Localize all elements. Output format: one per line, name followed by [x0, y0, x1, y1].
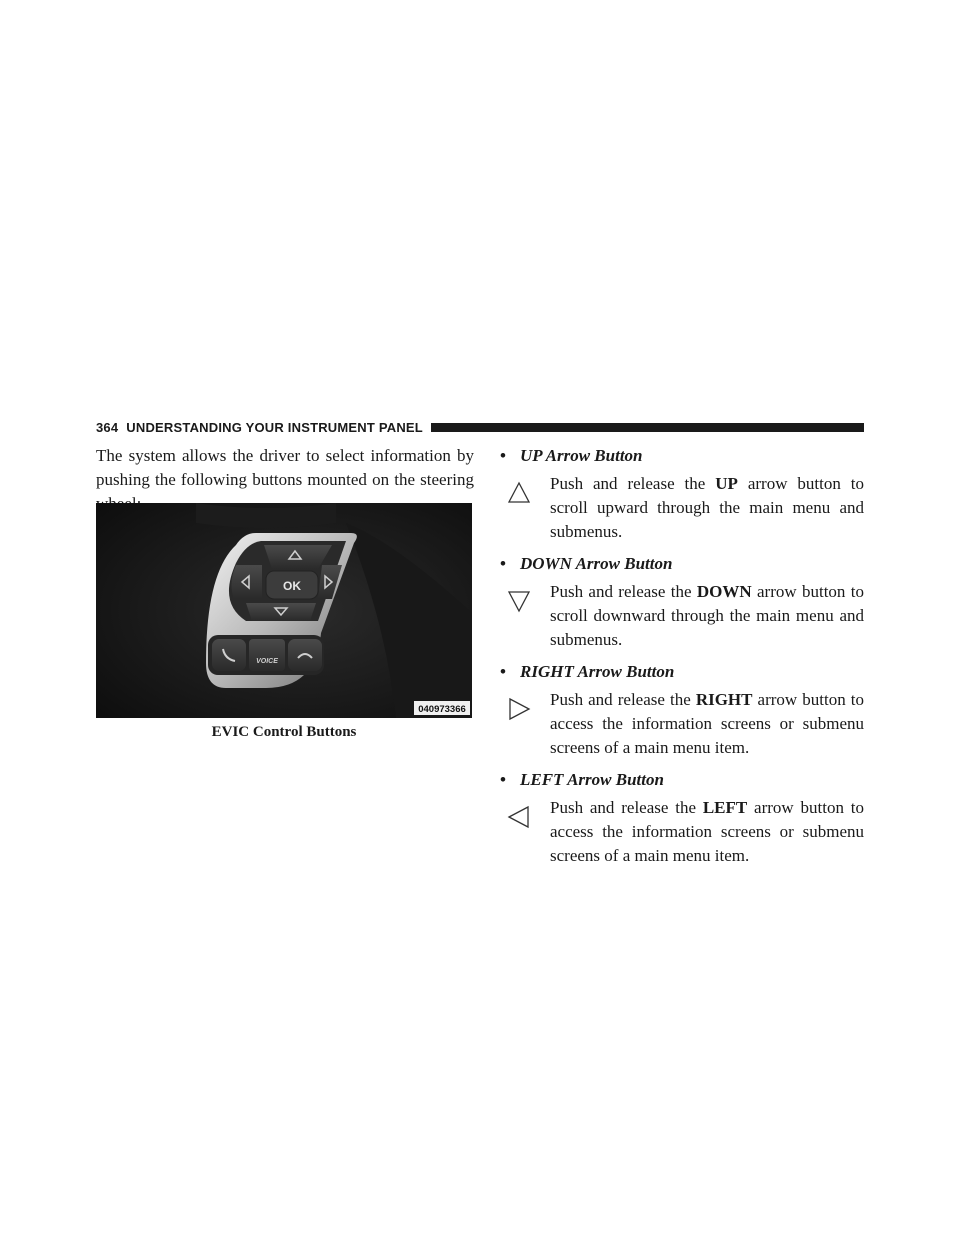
- list-item: [500, 444, 864, 544]
- header-rule: [431, 423, 864, 432]
- ok-label: OK: [283, 579, 301, 593]
- left-arrow-icon: [506, 804, 532, 830]
- item-title: • RIGHT Arrow Button: [500, 660, 864, 684]
- down-arrow-icon: [506, 588, 532, 614]
- steering-wheel-figure: [96, 503, 472, 718]
- voice-label: VOICE: [256, 658, 278, 665]
- page-number: 364: [96, 419, 119, 435]
- steering-wheel-illustration: [96, 503, 472, 718]
- item-title: • LEFT Arrow Button: [500, 768, 864, 792]
- figure-caption: EVIC Control Buttons: [211, 724, 357, 740]
- item-body: Push and release the DOWN arrow button to scroll downward through the main menu and submenus.: [500, 580, 864, 652]
- image-code: 040973366: [418, 704, 466, 715]
- bullet: •: [500, 446, 506, 465]
- item-title: • DOWN Arrow Button: [500, 552, 864, 576]
- button-list: [500, 444, 864, 868]
- bullet: •: [500, 554, 506, 573]
- bullet: •: [500, 770, 506, 789]
- list-item: [500, 660, 864, 760]
- intro-paragraph: The system allows the driver to select information by pushing the following buttons mounted on the steering: [96, 446, 474, 489]
- bullet: •: [500, 662, 506, 681]
- right-arrow-icon: [506, 696, 532, 722]
- page-header: [96, 418, 864, 436]
- list-item: [500, 768, 864, 868]
- item-body: Push and release the UP arrow button to scroll upward through the main menu and submenus.: [500, 472, 864, 544]
- item-body: Push and release the LEFT arrow button to access the information screens or submenu screens of a main menu item.: [500, 796, 864, 868]
- item-body: Push and release the RIGHT arrow button to access the information screens or submenu screens of a main menu item.: [500, 688, 864, 760]
- up-arrow-icon: [506, 480, 532, 506]
- section-title: UNDERSTANDING YOUR INSTRUMENT PANEL: [126, 419, 423, 435]
- list-item: [500, 552, 864, 652]
- item-title: • UP Arrow Button: [500, 444, 864, 468]
